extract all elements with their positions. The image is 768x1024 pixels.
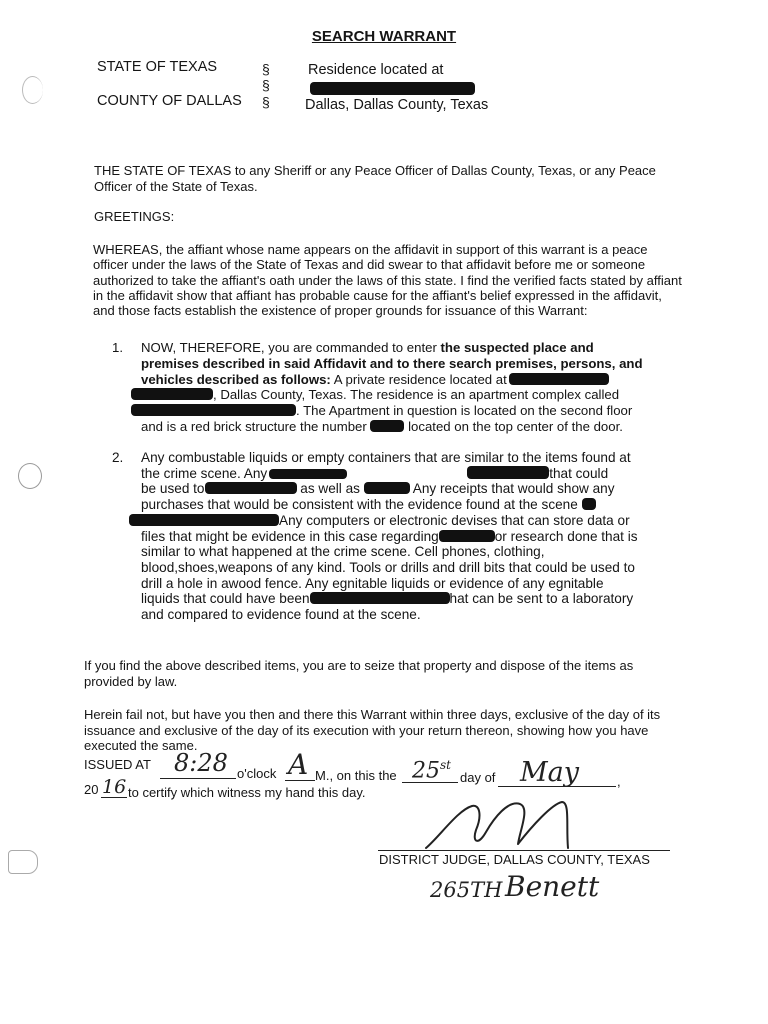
caption-state: STATE OF TEXAS (97, 59, 218, 75)
seize-paragraph (84, 658, 689, 689)
text-line: blood,shoes,weapons of any kind. Tools or drills and drill bits that could be used to (141, 559, 635, 575)
redaction-block (131, 388, 213, 400)
certify-text: to certify which witness my hand this day. (128, 785, 366, 800)
text-line: , Dallas County, Texas. The residence is an apartment complex called (131, 387, 674, 403)
text-line: vehicles described as follows: A private residence located at (141, 372, 674, 388)
text-line: NOW, THEREFORE, you are commanded to enter the suspected place and (141, 340, 594, 355)
redaction-address (310, 82, 475, 95)
redaction-block (582, 498, 596, 510)
redaction-block (364, 482, 410, 494)
redaction-block (269, 469, 347, 479)
issued-ampm: A (288, 748, 309, 781)
redaction-block (439, 530, 495, 542)
text-line: Any computers or electronic devises that can store data or (129, 513, 682, 529)
redaction-block (205, 482, 297, 494)
punch-hole-bottom (8, 850, 38, 874)
list-item-1 (112, 340, 674, 435)
text-line: Any combustable liquids or empty containers that are similar to the items found at (141, 450, 631, 465)
issued-label: ISSUED AT (84, 757, 151, 772)
list-number: 1. (112, 340, 123, 355)
greetings: GREETINGS: (94, 209, 175, 224)
text-line: If you find the above described items, you are to seize that property and dispose of the items as (84, 658, 634, 673)
list-number: 2. (112, 450, 124, 465)
list-item-2 (112, 450, 682, 623)
judge-signature-scribble (420, 796, 600, 856)
text-line: premises described in said Affidavit and to there search premises, persons, and (141, 355, 643, 371)
text-line: the crime scene. Any that could (141, 465, 609, 481)
punch-hole-top (22, 76, 43, 104)
redaction-block (467, 466, 549, 479)
judge-name-handwritten: Benett (505, 870, 600, 903)
text-line: Herein fail not, but have you then and there this Warrant within three days, exclusive of the day of its (84, 707, 661, 722)
section-mark: § (262, 61, 270, 77)
text-line: and compared to evidence found at the scene. (141, 607, 421, 623)
text-line: Officer of the State of Texas. (94, 178, 258, 194)
section-mark: § (262, 77, 270, 93)
redaction-block (370, 420, 404, 432)
oclock-text: o'clock (237, 766, 277, 781)
text-line: executed the same. (84, 738, 198, 753)
text-line: provided by law. (84, 673, 178, 689)
issued-line (84, 757, 151, 772)
text-line: WHEREAS, the affiant whose name appears on the affidavit in support of this warrant is a peace (93, 242, 648, 257)
text-line: officer under the laws of the State of Texas and did swear to that affidavit before me or someone (93, 257, 646, 273)
text-line: THE STATE OF TEXAS to any Sheriff or any Peace Officer of Dallas County, Texas, or any Peace (94, 163, 656, 178)
judge-title: DISTRICT JUDGE, DALLAS COUNTY, TEXAS (379, 852, 650, 867)
punch-hole-middle (18, 463, 42, 489)
redaction-block (131, 404, 296, 416)
text-line: authorized to take the affiant's oath under the laws of this state. I find the verified facts stated by affiant (93, 272, 682, 288)
text-line: liquids that could have been hat can be sent to a laboratory (141, 591, 634, 607)
section-mark: § (262, 94, 270, 110)
redaction-block (310, 592, 450, 604)
residence-label: Residence located at (308, 62, 444, 78)
text-line: purchases that would be consistent with the evidence found at the scene (141, 497, 682, 513)
address-paragraph (94, 163, 694, 194)
text-line: and is a red brick structure the number located on the top center of the door. (141, 418, 623, 434)
text-line: drill a hole in awood fence. Any egnitable liquids or evidence of any egnitable (141, 575, 604, 591)
herein-paragraph (84, 707, 689, 754)
text-line: and those facts establish the existence of proper grounds for issuance of this Warrant: (93, 303, 588, 319)
m-on-text: M., on this the (315, 768, 397, 783)
text-line: files that might be evidence in this case regarding or research done that is (141, 528, 638, 544)
redaction-block (509, 373, 609, 385)
issued-month: May (520, 757, 579, 788)
text-line: . The Apartment in question is located on the second floor (131, 403, 674, 419)
time-blank (160, 778, 236, 779)
judge-signature-line (378, 850, 670, 851)
document-title: SEARCH WARRANT (311, 28, 457, 45)
court-handwritten: 265TH (430, 878, 503, 902)
whereas-paragraph (93, 242, 693, 318)
redaction-block (129, 514, 279, 526)
text-line: issuance and exclusive of the day of its execution with your return thereon, showing how you have (84, 722, 649, 738)
residence-city: Dallas, Dallas County, Texas (305, 97, 489, 113)
issued-day: 25st (412, 758, 451, 784)
year-prefix: 20 (84, 782, 99, 797)
issued-year: 16 (102, 776, 127, 798)
issued-time: 8:28 (174, 749, 228, 777)
caption-county: COUNTY OF DALLAS (97, 93, 242, 109)
comma: , (617, 774, 621, 789)
text-line: similar to what happened at the crime scene. Cell phones, clothing, (141, 544, 545, 560)
text-line: in the affidavit show that affiant has probable cause for the affiant's belief expressed in the affidavit, (93, 287, 662, 303)
text-line: be used to as well as Any receipts that would show any (141, 481, 615, 497)
day-of-text: day of (460, 770, 496, 785)
